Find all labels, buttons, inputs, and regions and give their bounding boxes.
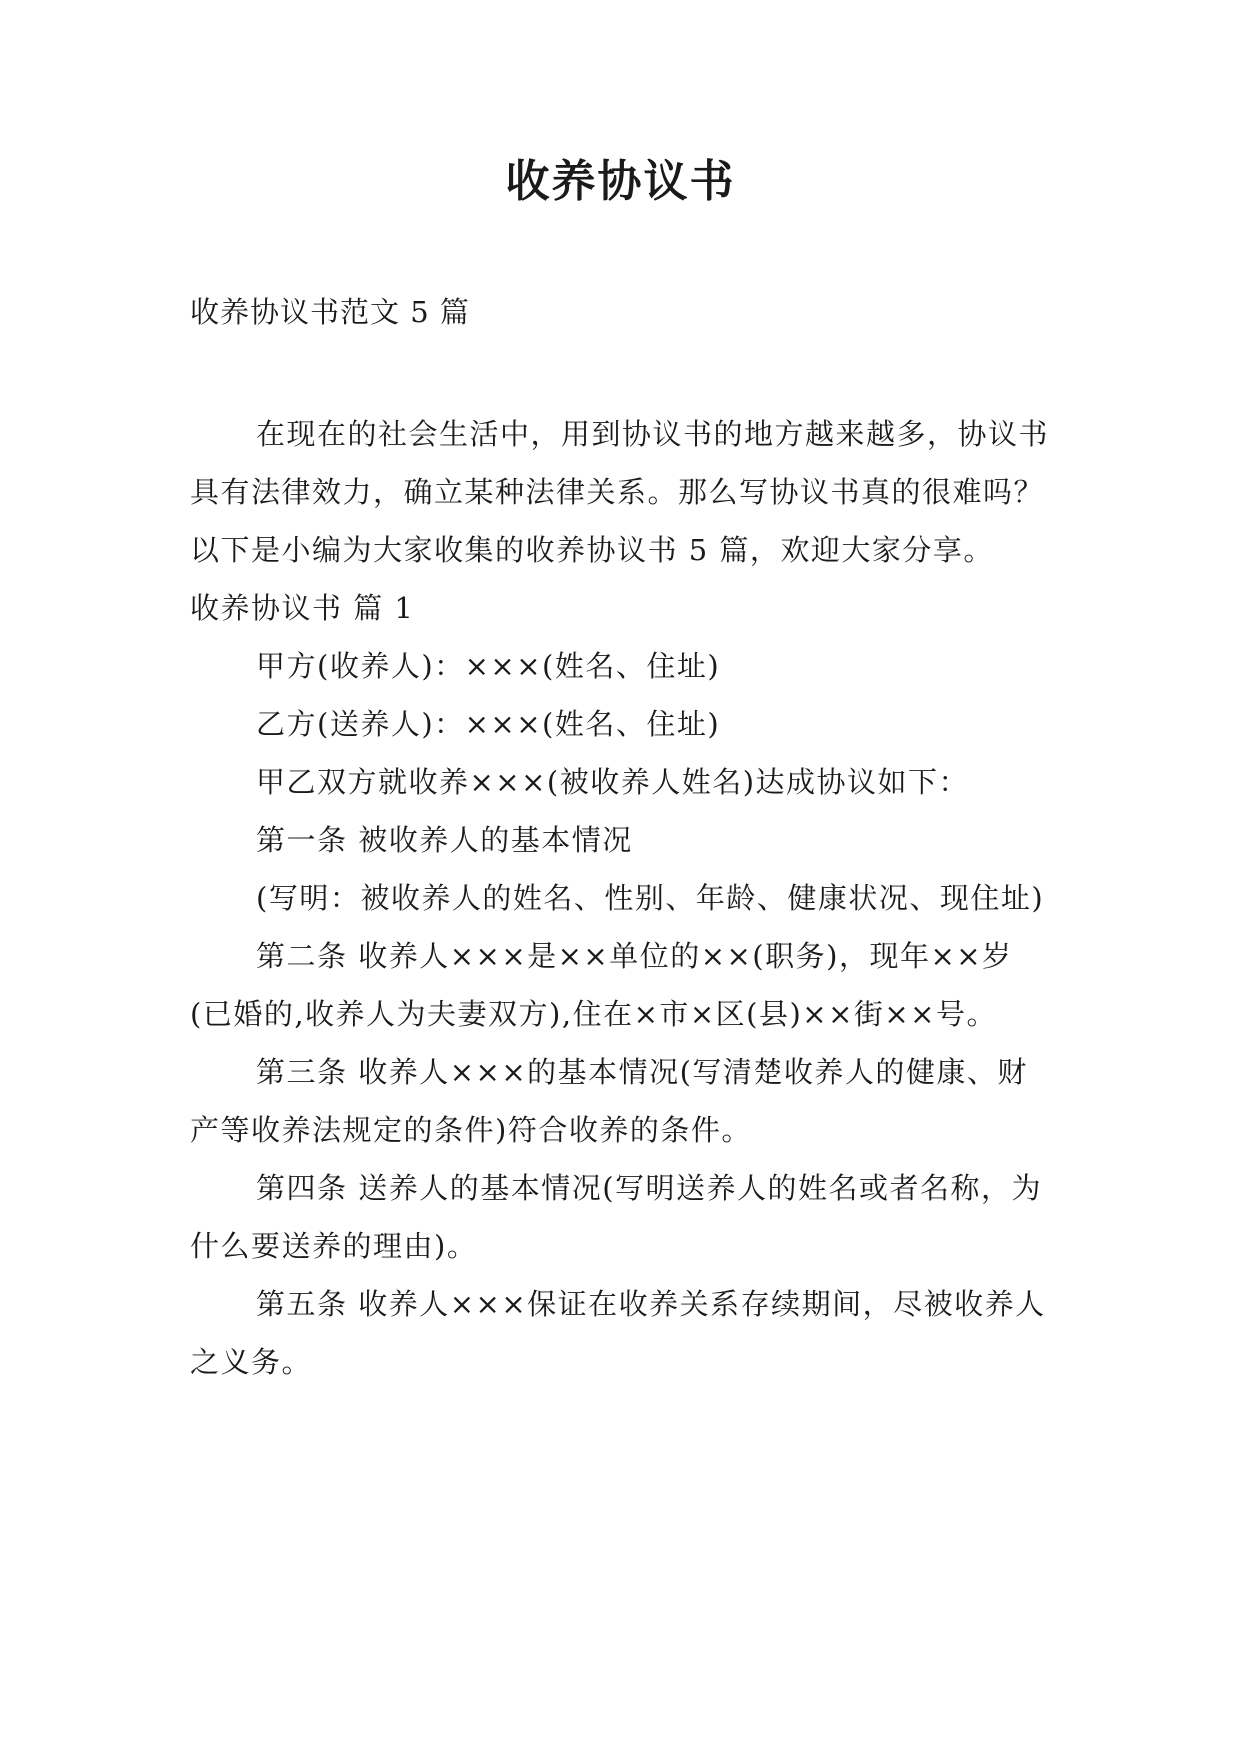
article-2-paragraph: 第二条 收养人×××是××单位的××(职务)，现年××岁(已婚的,收养人为夫妻双方),住在×市×区(县)××街××号。 bbox=[190, 939, 1013, 1031]
article-1-note: (写明：被收养人的姓名、性别、年龄、健康状况、现住址) bbox=[256, 881, 1045, 915]
document-title: 收养协议书 bbox=[505, 156, 736, 207]
party-b-line: 乙方(送养人)：×××(姓名、住址) bbox=[256, 707, 721, 741]
intro-paragraph: 在现在的社会生活中，用到协议书的地方越来越多，协议书具有法律效力，确立某种法律关系。那么写协议书真的很难吗？以下是小编为大家收集的收养协议书 5 篇，欢迎大家分享。 bbox=[190, 417, 1050, 567]
party-a-line: 甲方(收养人)：×××(姓名、住址) bbox=[256, 649, 721, 683]
article-5-paragraph: 第五条 收养人×××保证在收养关系存续期间，尽被收养人之义务。 bbox=[190, 1287, 1046, 1379]
article-3-paragraph: 第三条 收养人×××的基本情况(写清楚收养人的健康、财产等收养法规定的条件)符合收养的条件。 bbox=[190, 1055, 1028, 1147]
document-subtitle: 收养协议书范文 5 篇 bbox=[190, 295, 470, 329]
section-heading: 收养协议书 篇 1 bbox=[190, 591, 415, 625]
agreement-lead: 甲乙双方就收养×××(被收养人姓名)达成协议如下： bbox=[256, 765, 970, 799]
article-1-heading: 第一条 被收养人的基本情况 bbox=[256, 823, 633, 857]
document-body bbox=[190, 405, 1052, 1391]
article-4-paragraph: 第四条 送养人的基本情况(写明送养人的姓名或者名称，为什么要送养的理由)。 bbox=[190, 1171, 1043, 1263]
